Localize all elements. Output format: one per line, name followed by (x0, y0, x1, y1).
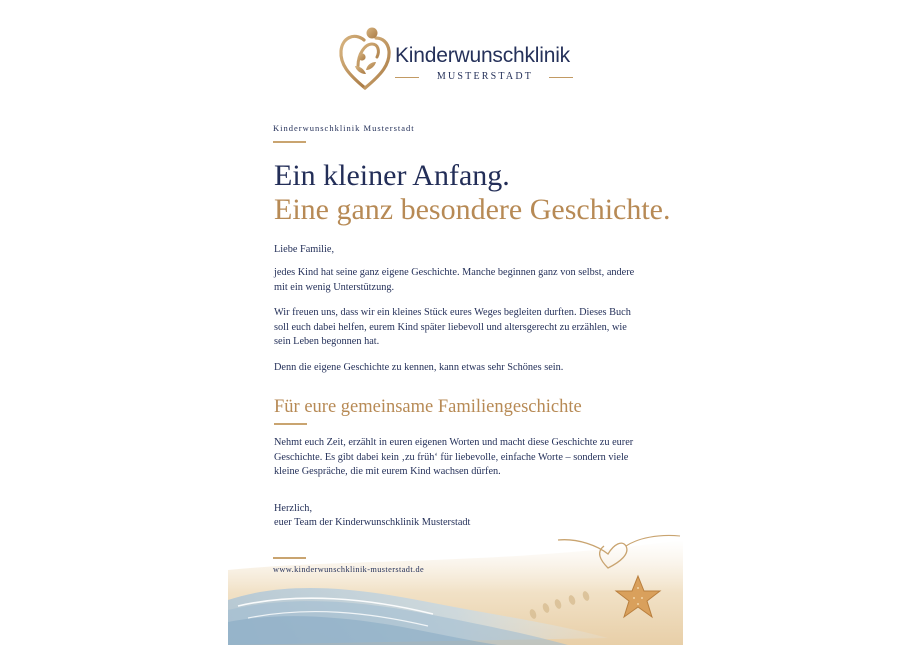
salutation: Liebe Familie, (274, 244, 335, 255)
closing-greeting: Herzlich, (274, 503, 313, 514)
divider (395, 77, 419, 78)
heart-family-logo-icon (338, 24, 394, 94)
brand-city-row (395, 71, 575, 85)
divider (274, 423, 307, 425)
paragraph-3: Denn die eigene Geschichte zu kennen, kann etwas sehr Schönes sein. (274, 362, 564, 373)
closing-signature: euer Team der Kinderwunschklinik Musterstadt (274, 517, 471, 528)
beach-illustration (228, 510, 683, 645)
headline-primary: Ein kleiner Anfang. (274, 159, 510, 192)
headline-secondary: Eine ganz besondere Geschichte. (274, 193, 671, 226)
paragraph-4: Nehmt euch Zeit, erzählt in euren eigenen Worten und macht diese Geschichte zu eurer Geschichte. Es gibt dabei kein ‚zu früh‘ für liebevolle, einfache Worte – sondern viele kleine Gespräche, die mit eurem Kind wachsen dürfen. (274, 437, 634, 477)
website-link[interactable]: www.kinderwunschklinik-musterstadt.de (273, 565, 425, 574)
brand-name: Kinderwunschklinik (395, 44, 570, 67)
letter-page (228, 0, 683, 645)
divider (549, 77, 573, 78)
clinic-logo (338, 24, 578, 96)
divider (273, 557, 306, 559)
paragraph-1: jedes Kind hat seine ganz eigene Geschichte. Manche beginnen ganz von selbst, andere mit ein wenig Unterstützung. (274, 267, 635, 293)
paragraph-2: Wir freuen uns, dass wir ein kleines Stück eures Weges begleiten durften. Dieses Buch soll euch dabei helfen, eurem Kind später liebevoll und altersgerecht zu erzählen, wie sein Leben begonnen hat. (274, 307, 631, 347)
brand-city: MUSTERSTADT (436, 71, 534, 82)
divider (273, 141, 306, 143)
sender-label: Kinderwunschklinik Musterstadt (273, 123, 415, 133)
subheading: Für eure gemeinsame Familiengeschichte (274, 397, 582, 417)
